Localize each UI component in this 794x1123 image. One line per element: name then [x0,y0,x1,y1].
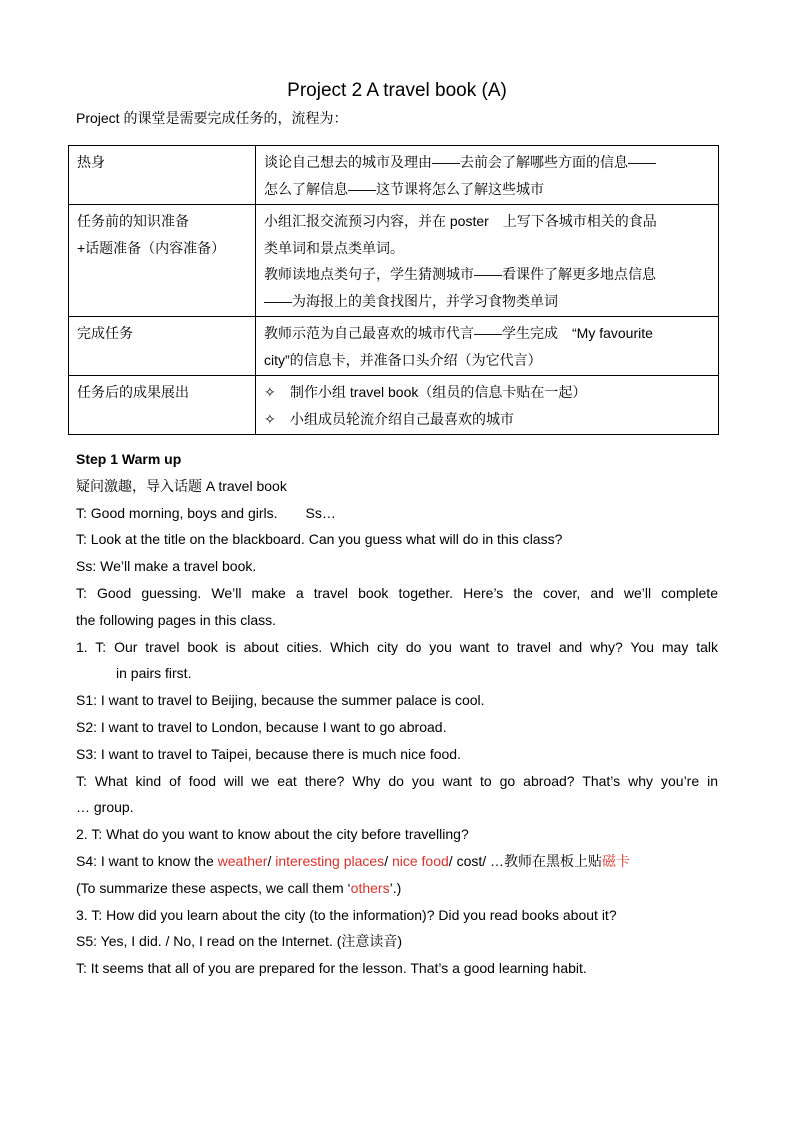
detail-line: 教师示范为自己最喜欢的城市代言——学生完成 “My favourite [264,325,653,341]
detail-cell [256,146,719,205]
stage-cell [69,376,256,435]
highlight-weather: weather [217,852,268,869]
detail-line: city”的信息卡，并准备口头介绍（为它代言） [264,351,542,368]
dialogue-line: 1. T: Our travel book is about cities. Which city do you want to travel and why? You may talk [76,638,718,655]
lesson-flow-table [68,145,719,435]
detail-line: 类单词和景点类单词。 [264,239,404,256]
stage-cell [69,205,256,317]
detail-line: 谈论自己想去的城市及理由——去前会了解哪些方面的信息—— [264,154,656,170]
s4-text: S4: I want to know the [76,852,218,869]
dialogue-line: T: Good morning, boys and girls. Ss… [76,504,336,521]
dialogue-line: S5: Yes, I did. / No, I read on the Internet. (注意读音) [76,933,403,950]
detail-cell [256,317,719,376]
detail-cell [256,376,719,435]
bullet-item [264,379,711,406]
dialogue-line: S2: I want to travel to London, because I want to go abroad. [76,718,447,735]
stage-label: +话题准备（内容准备） [77,239,226,256]
detail-cell [256,205,719,317]
dialogue-line: T: Good guessing. We’ll make a travel book together. Here’s the cover, and we’ll complete [76,584,718,601]
section-subtitle: 疑问激趣，导入话题 A travel book [76,477,287,494]
detail-line: 小组汇报交流预习内容，并在 poster 上写下各城市相关的食品 [264,213,657,229]
s4-text: / cost/ …教师在黑板上贴 [448,852,603,869]
bullet-item [264,406,711,433]
stage-label: 热身 [77,154,105,170]
table-row [69,376,719,435]
stage-cell [69,317,256,376]
highlight-interesting-places: interesting places [275,852,385,869]
table-row [69,317,719,376]
stage-cell [69,146,256,205]
intro-text: Project 的课堂是需要完成任务的，流程为： [76,110,348,126]
summary-text: ’.) [389,879,402,896]
page-title: Project 2 A travel book (A) [287,80,507,101]
s4-separator: / [384,852,392,869]
lesson-body [76,446,718,982]
table-row [69,205,719,317]
diamond-bullet-icon: ✧ [264,410,276,427]
detail-line: 教师读地点类句子，学生猜测城市——看课件了解更多地点信息 [264,266,656,282]
dialogue-line-s4 [76,848,718,875]
stage-label: 完成任务 [77,325,133,341]
stage-label: 任务前的知识准备 [77,213,189,229]
dialogue-line: in pairs first. [116,665,192,682]
s4-separator: / [267,852,276,869]
dialogue-line: Ss: We’ll make a travel book. [76,558,257,575]
detail-line: 怎么了解信息——这节课将怎么了解这些城市 [264,180,544,197]
table-row [69,146,719,205]
bullet-text: 小组成员轮流介绍自己最喜欢的城市 [290,410,514,427]
highlight-magnet-card: 磁卡 [602,852,631,869]
summary-text: (To summarize these aspects, we call them ‘ [76,879,351,896]
dialogue-line: 3. T: How did you learn about the city (to the information)? Did you read books about it? [76,906,617,923]
dialogue-line: T: Look at the title on the blackboard. Can you guess what will do in this class? [76,531,563,548]
dialogue-line: … group. [76,799,134,816]
dialogue-line: T: What kind of food will we eat there? Why do you want to go abroad? That’s why you’re in [76,772,718,789]
dialogue-line: S1: I want to travel to Beijing, because the summer palace is cool. [76,692,485,709]
diamond-bullet-icon: ✧ [264,384,276,400]
highlight-nice-food: nice food [391,852,449,869]
dialogue-line: S3: I want to travel to Taipei, because there is much nice food. [76,745,461,762]
dialogue-line: T: It seems that all of you are prepared for the lesson. That’s a good learning habit. [76,960,587,977]
highlight-others: others [350,879,390,896]
dialogue-line: 2. T: What do you want to know about the city before travelling? [76,826,469,843]
bullet-text: 制作小组 travel book（组员的信息卡贴在一起） [290,384,587,400]
dialogue-line-summary [76,875,718,902]
detail-line: ——为海报上的美食找图片，并学习食物类单词 [264,292,558,309]
stage-label: 任务后的成果展出 [77,384,189,400]
section-heading: Step 1 Warm up [76,451,182,467]
dialogue-line: the following pages in this class. [76,611,276,628]
